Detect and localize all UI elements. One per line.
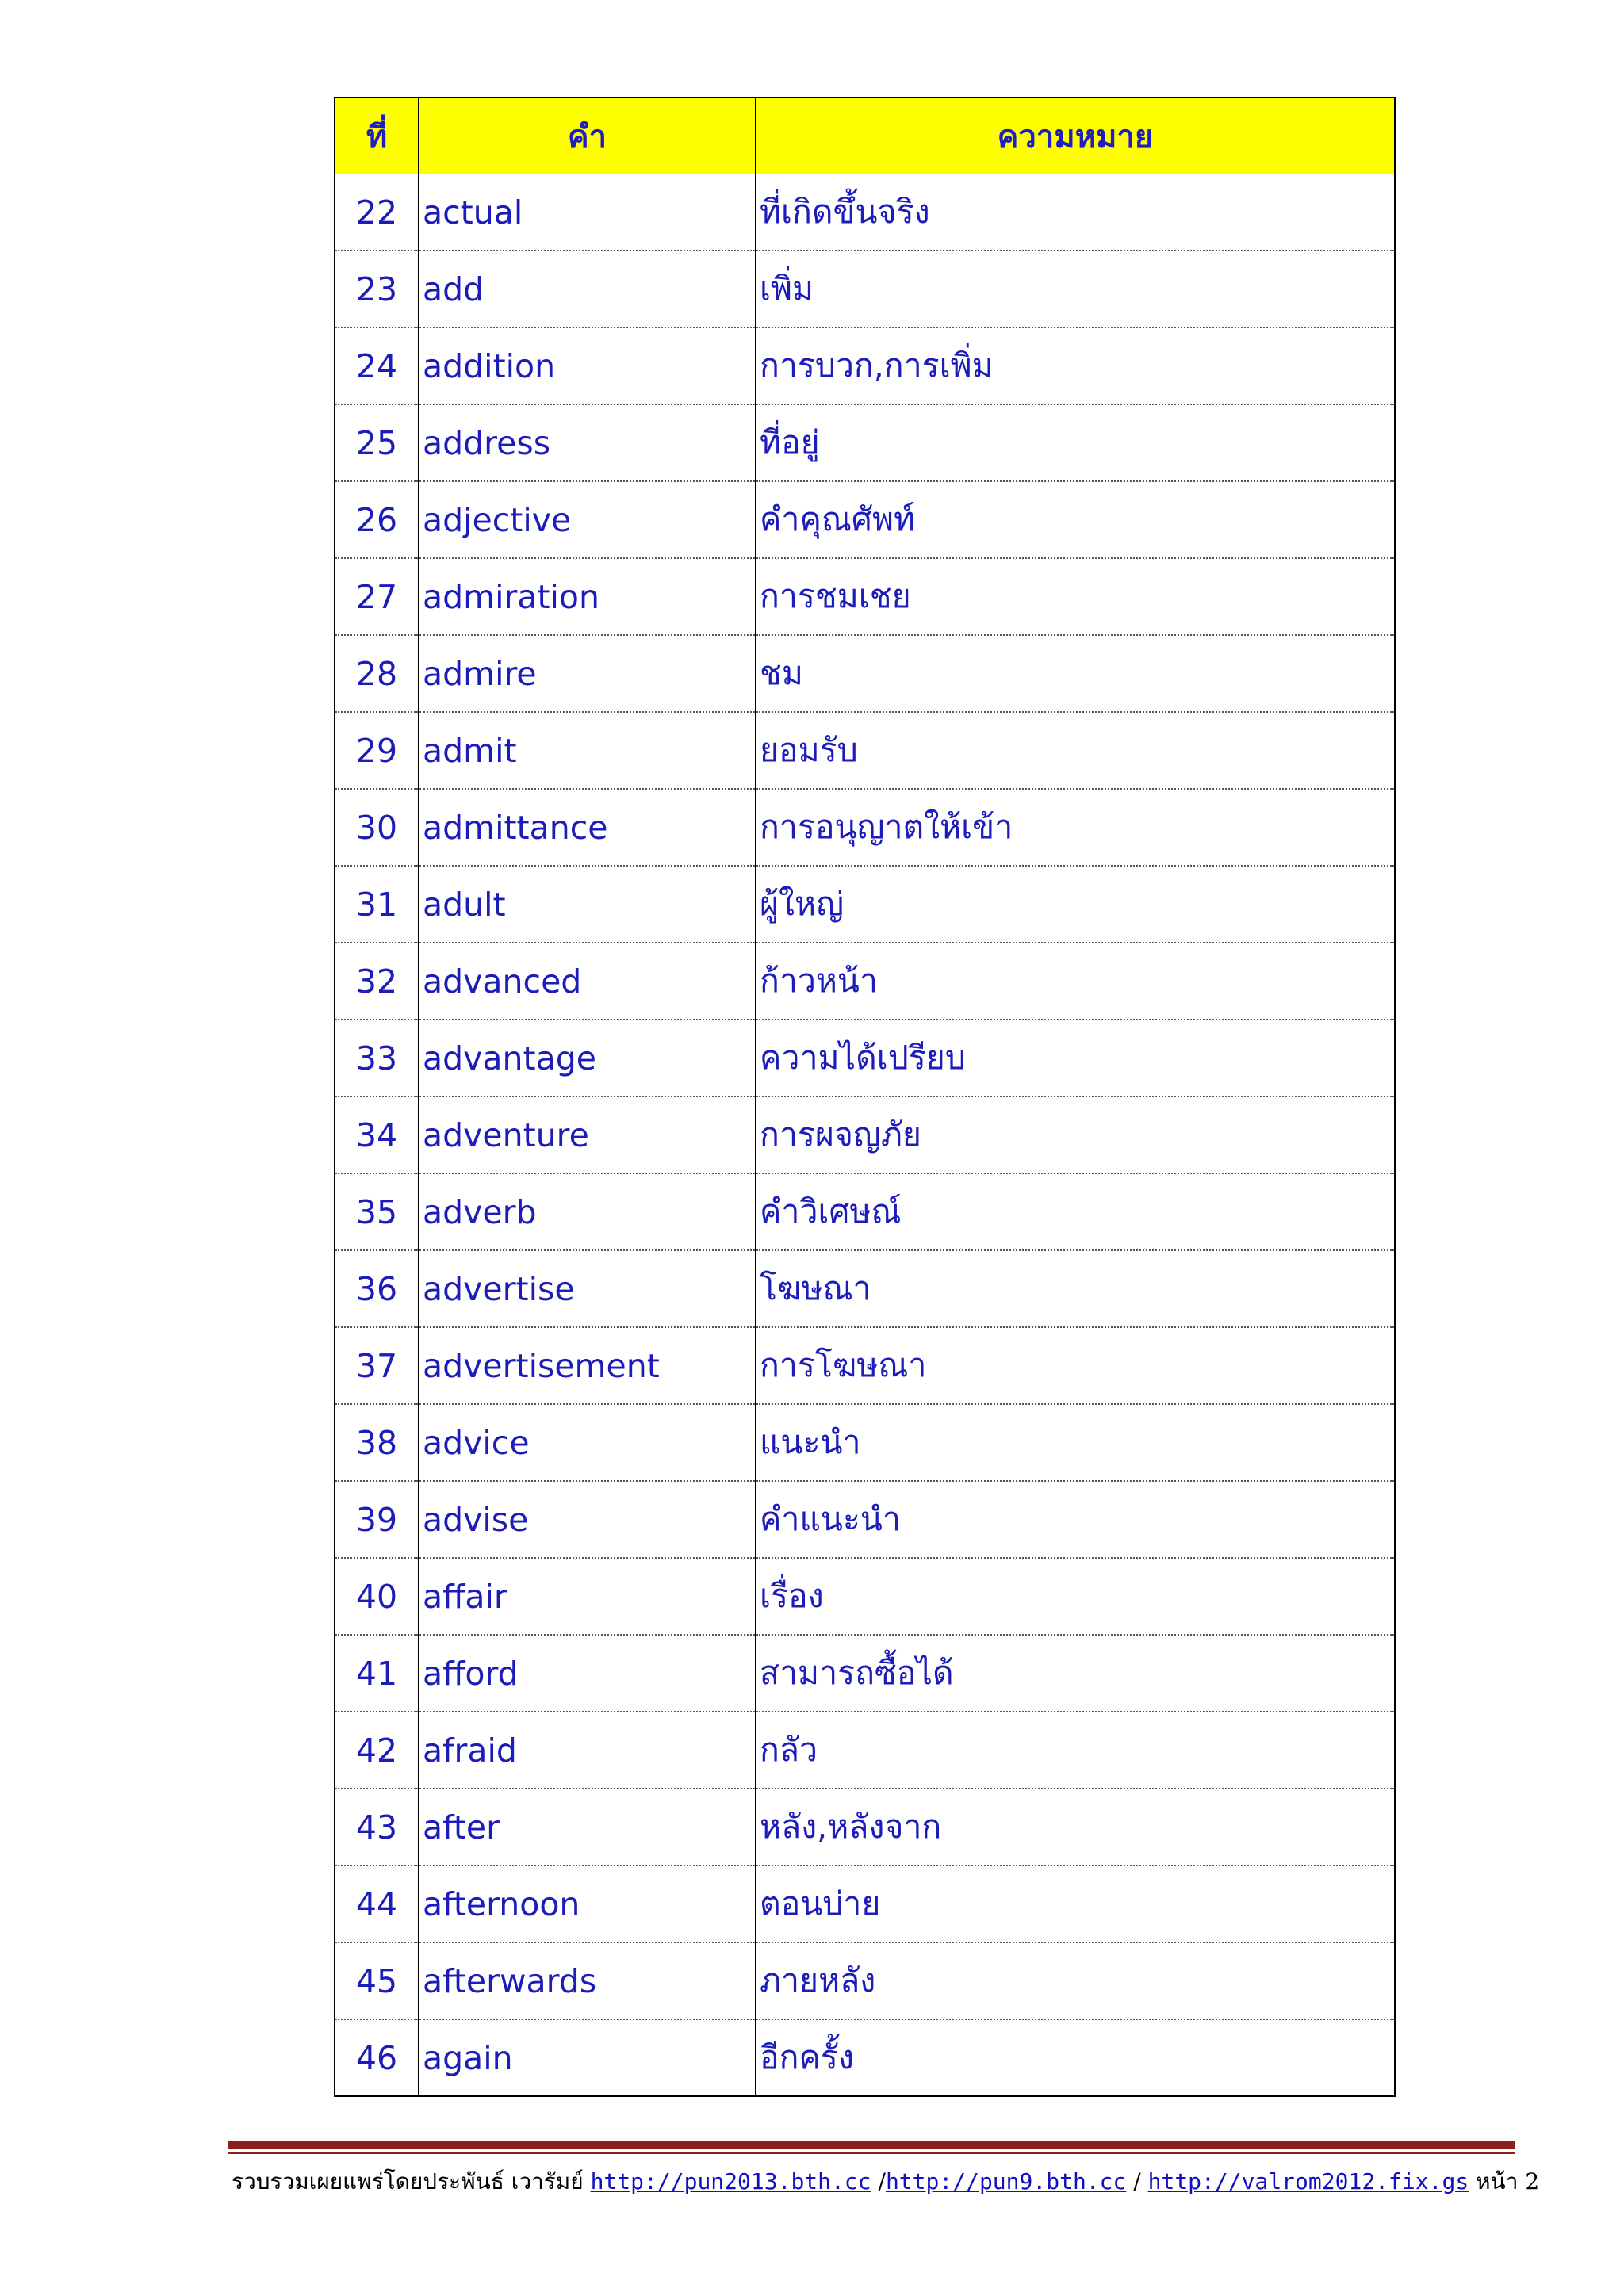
row-meaning: ที่เกิดขึ้นจริง [756, 174, 1395, 251]
table-header-row [335, 98, 1395, 174]
row-word: advice [419, 1404, 756, 1481]
row-number: 45 [335, 1942, 419, 2019]
footer-link-pun2013[interactable]: http://pun2013.bth.cc [590, 2168, 871, 2195]
row-meaning: ก้าวหน้า [756, 943, 1395, 1020]
row-meaning: โฆษณา [756, 1250, 1395, 1327]
table-row [335, 1789, 1395, 1866]
row-number: 22 [335, 174, 419, 251]
row-meaning: ชม [756, 635, 1395, 712]
row-word: advertise [419, 1250, 756, 1327]
row-number: 25 [335, 404, 419, 481]
table-row [335, 712, 1395, 789]
row-word: advanced [419, 943, 756, 1020]
row-word: adjective [419, 481, 756, 558]
row-number: 39 [335, 1481, 419, 1558]
row-meaning: แนะนำ [756, 1404, 1395, 1481]
row-number: 30 [335, 789, 419, 866]
table-row [335, 1481, 1395, 1558]
row-word: admiration [419, 558, 756, 635]
table-row [335, 1096, 1395, 1173]
row-meaning: ภายหลัง [756, 1942, 1395, 2019]
footer-credit: รวบรวมเผยแพร่โดยประพันธ์ เวารัมย์ [232, 2168, 584, 2195]
row-word: afterwards [419, 1942, 756, 2019]
table-row [335, 251, 1395, 327]
row-number: 40 [335, 1558, 419, 1635]
row-meaning: เรื่อง [756, 1558, 1395, 1635]
footer-link-pun9[interactable]: http://pun9.bth.cc [885, 2168, 1127, 2195]
table-body [335, 174, 1395, 2097]
row-meaning: การบวก,การเพิ่ม [756, 327, 1395, 404]
row-meaning: ผู้ใหญ่ [756, 866, 1395, 943]
footer-rule-thin [228, 2152, 1515, 2154]
row-number: 42 [335, 1712, 419, 1789]
row-meaning: เพิ่ม [756, 251, 1395, 327]
row-meaning: คำคุณศัพท์ [756, 481, 1395, 558]
row-meaning: ยอมรับ [756, 712, 1395, 789]
row-meaning: สามารถซื้อได้ [756, 1635, 1395, 1712]
row-word: admittance [419, 789, 756, 866]
table-row [335, 558, 1395, 635]
row-number: 37 [335, 1327, 419, 1404]
row-number: 44 [335, 1866, 419, 1942]
row-number: 33 [335, 1020, 419, 1096]
row-number: 31 [335, 866, 419, 943]
row-word: afternoon [419, 1866, 756, 1942]
table-row [335, 943, 1395, 1020]
row-word: adventure [419, 1096, 756, 1173]
header-word: คำ [419, 98, 756, 174]
table-row [335, 1866, 1395, 1942]
footer-separator: / [1126, 2168, 1148, 2195]
table-row [335, 1327, 1395, 1404]
table-row [335, 1404, 1395, 1481]
footer-link-valrom2012[interactable]: http://valrom2012.fix.gs [1147, 2168, 1469, 2195]
row-word: advantage [419, 1020, 756, 1096]
row-number: 34 [335, 1096, 419, 1173]
row-number: 38 [335, 1404, 419, 1481]
table-row [335, 866, 1395, 943]
row-meaning: การผจญภัย [756, 1096, 1395, 1173]
table-row [335, 1635, 1395, 1712]
table-row [335, 174, 1395, 251]
row-number: 43 [335, 1789, 419, 1866]
row-word: add [419, 251, 756, 327]
row-word: after [419, 1789, 756, 1866]
row-number: 36 [335, 1250, 419, 1327]
row-meaning: หลัง,หลังจาก [756, 1789, 1395, 1866]
row-word: afraid [419, 1712, 756, 1789]
row-word: afford [419, 1635, 756, 1712]
footer-rule-thick [228, 2141, 1515, 2149]
table-row [335, 635, 1395, 712]
table-row [335, 327, 1395, 404]
row-number: 28 [335, 635, 419, 712]
footer-separator: / [871, 2168, 886, 2195]
row-number: 26 [335, 481, 419, 558]
row-number: 24 [335, 327, 419, 404]
row-word: adverb [419, 1173, 756, 1250]
table-row [335, 789, 1395, 866]
row-meaning: การโฆษณา [756, 1327, 1395, 1404]
row-word: address [419, 404, 756, 481]
row-word: admire [419, 635, 756, 712]
table-row [335, 1020, 1395, 1096]
row-meaning: ตอนบ่าย [756, 1866, 1395, 1942]
row-meaning: ความได้เปรียบ [756, 1020, 1395, 1096]
row-meaning: คำวิเศษณ์ [756, 1173, 1395, 1250]
page-number: หน้า 2 [1476, 2168, 1540, 2195]
table-row [335, 404, 1395, 481]
row-number: 27 [335, 558, 419, 635]
row-number: 46 [335, 2019, 419, 2096]
row-meaning: การอนุญาตให้เข้า [756, 789, 1395, 866]
row-word: affair [419, 1558, 756, 1635]
row-meaning: อีกครั้ง [756, 2019, 1395, 2096]
row-number: 23 [335, 251, 419, 327]
row-word: adult [419, 866, 756, 943]
table-row [335, 481, 1395, 558]
table-row [335, 1250, 1395, 1327]
row-number: 35 [335, 1173, 419, 1250]
table-row [335, 1558, 1395, 1635]
row-number: 32 [335, 943, 419, 1020]
row-meaning: กลัว [756, 1712, 1395, 1789]
row-number: 29 [335, 712, 419, 789]
row-word: addition [419, 327, 756, 404]
table-row [335, 1173, 1395, 1250]
header-meaning: ความหมาย [756, 98, 1395, 174]
row-meaning: คำแนะนำ [756, 1481, 1395, 1558]
row-number: 41 [335, 1635, 419, 1712]
row-word: admit [419, 712, 756, 789]
row-meaning: การชมเชย [756, 558, 1395, 635]
table-row [335, 1942, 1395, 2019]
row-word: again [419, 2019, 756, 2096]
header-number: ที่ [335, 98, 419, 174]
row-meaning: ที่อยู่ [756, 404, 1395, 481]
row-word: actual [419, 174, 756, 251]
row-word: advise [419, 1481, 756, 1558]
vocabulary-table [334, 97, 1396, 2097]
table-row [335, 1712, 1395, 1789]
row-word: advertisement [419, 1327, 756, 1404]
page-footer [232, 2164, 1540, 2199]
table-row [335, 2019, 1395, 2096]
